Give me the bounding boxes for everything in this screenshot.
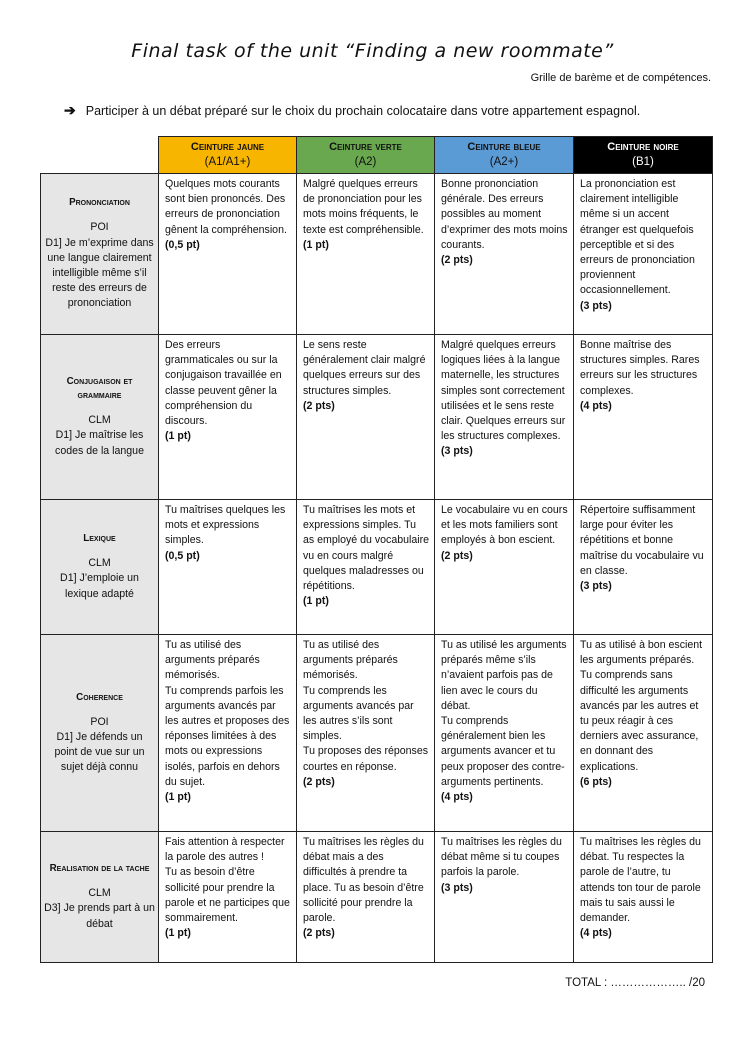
cell-text: Tu as utilisé des arguments préparés mémorisés. Tu comprends parfois les arguments avancés par les autres et proposes des réponses limitées à des mots ou expressions isolés, parfois en dehors du sujet.: [165, 639, 290, 788]
rubric-cell: [574, 635, 713, 832]
column-header-jaune: [159, 137, 297, 174]
cell-points: (0,5 pt): [165, 238, 200, 251]
column-level: (A1/A1+): [204, 156, 251, 168]
criterion-name: Coherence: [76, 691, 123, 703]
cell-text: Tu maîtrises quelques les mots et expressions simples.: [165, 504, 286, 547]
column-name: Ceinture jaune: [190, 141, 265, 153]
cell-points: (4 pts): [580, 399, 612, 412]
rubric-cell: [435, 635, 574, 832]
cell-text: Tu as utilisé des arguments préparés mémorisés. Tu comprends les arguments avancés par les autres s’ils sont simples. Tu proposes des réponses courtes en réponse.: [303, 639, 429, 773]
table-row: [41, 500, 713, 635]
cell-points: (3 pts): [580, 580, 612, 593]
cell-text: Tu as utilisé les arguments préparés même s’ils n’avaient parfois pas de lien avec le cours du débat. Tu comprends généralement bien les arguments avancer et tu peux proposer des contre-arguments pertinents.: [441, 639, 567, 788]
rubric-cell: [435, 335, 574, 500]
cell-text: Tu as utilisé à bon escient les arguments préparés. Tu comprends sans difficulté les arguments avancés par les autres et tu peux réagir à ces derniers avec assurance, en donnant des explications.: [580, 639, 703, 773]
instruction-text: Participer à un débat préparé sur le choix du prochain colocataire dans votre appartement espagnol.: [85, 104, 641, 118]
criterion-domain: POI: [90, 221, 109, 234]
criterion-name: Realisation de la tache: [49, 863, 150, 875]
cell-text: Le sens reste généralement clair malgré quelques erreurs sur des structures simples.: [303, 339, 426, 397]
column-name: Ceinture bleue: [467, 141, 541, 153]
cell-text: Bonne maîtrise des structures simples. Rares erreurs sur les structures complexes.: [580, 339, 700, 397]
cell-points: (2 pts): [303, 775, 335, 788]
criterion-cell: [41, 335, 159, 500]
criterion-descriptor: D3] Je prends part à un débat: [44, 902, 155, 930]
rubric-cell: [297, 832, 435, 963]
rubric-cell: [159, 635, 297, 832]
cell-points: (1 pt): [165, 927, 191, 940]
cell-text: Fais attention à respecter la parole des autres ! Tu as besoin d’être sollicité pour prendre la parole et ne participes que sommairement.: [165, 836, 290, 925]
cell-text: Tu maîtrises les mots et expressions simples. Tu as employé du vocabulaire vu en cours malgré quelques maladresses ou répétitions.: [303, 504, 430, 593]
rubric-cell: [159, 832, 297, 963]
column-level: (B1): [632, 156, 654, 168]
rubric-cell: [297, 335, 435, 500]
table-row: [41, 832, 713, 963]
cell-text: Malgré quelques erreurs de prononciation pour les mots moins fréquents, le texte est compréhensible.: [303, 178, 424, 236]
total-score-line: TOTAL : ……………….. /20: [565, 977, 705, 989]
cell-points: (6 pts): [580, 775, 612, 788]
cell-points: (1 pt): [165, 791, 191, 804]
arrow-right-icon: ➔: [64, 102, 76, 118]
table-row: [41, 335, 713, 500]
criterion-domain: CLM: [88, 557, 111, 570]
criterion-cell: [41, 635, 159, 832]
rubric-cell: [297, 500, 435, 635]
cell-text: Tu maîtrises les règles du débat même si tu coupes parfois la parole.: [441, 836, 562, 879]
instruction: [64, 102, 640, 119]
corner-cell: [41, 137, 159, 174]
cell-points: (1 pt): [165, 430, 191, 443]
criterion-domain: POI: [90, 715, 109, 728]
criterion-domain: CLM: [88, 414, 111, 427]
cell-text: Le vocabulaire vu en cours et les mots familiers sont employés à bon escient.: [441, 504, 568, 547]
rubric-cell: [574, 335, 713, 500]
cell-points: (0,5 pt): [165, 549, 200, 562]
cell-text: Des erreurs grammaticales ou sur la conjugaison travaillée en classe peuvent gêner la compréhension du discours.: [165, 339, 282, 428]
cell-text: Malgré quelques erreurs logiques liées à la langue maternelle, les structures simples sont correctement utilisées et le sens reste clair. Quelques erreurs sur les structures complexes.: [441, 339, 566, 443]
rubric-cell: [435, 500, 574, 635]
column-name: Ceinture noire: [607, 141, 679, 153]
column-header-bleue: [435, 137, 574, 174]
rubric-cell: [159, 335, 297, 500]
criterion-cell: [41, 174, 159, 335]
rubric-cell: [435, 832, 574, 963]
cell-points: (3 pts): [580, 299, 612, 312]
cell-points: (4 pts): [441, 791, 473, 804]
cell-points: (2 pts): [441, 549, 473, 562]
criterion-name: Prononciation: [69, 197, 130, 209]
rubric-cell: [297, 174, 435, 335]
criterion-name: Conjugaison et grammaire: [66, 376, 133, 402]
cell-text: Bonne prononciation générale. Des erreurs possibles au moment d’exprimer des mots moins courants.: [441, 178, 568, 251]
column-level: (A2+): [489, 156, 519, 168]
criterion-descriptor: D1] Je défends un point de vue sur un sujet déjà connu: [54, 730, 145, 774]
criterion-descriptor: D1] Je maîtrise les codes de la langue: [55, 429, 144, 457]
cell-text: Tu maîtrises les règles du débat mais a des difficultés à prendre ta place. Tu as besoin d’être sollicité pour prendre la parole.: [303, 836, 424, 925]
cell-points: (3 pts): [441, 445, 473, 458]
criterion-name: Lexique: [83, 533, 116, 545]
table-row: [41, 635, 713, 832]
criterion-descriptor: D1] Je m’exprime dans une langue clairement intelligible même s’il reste des erreurs de prononciation: [45, 236, 154, 310]
rubric-cell: [574, 832, 713, 963]
page-subtitle: Grille de barème et de compétences.: [530, 72, 711, 84]
cell-points: (3 pts): [441, 881, 473, 894]
rubric-cell: [297, 635, 435, 832]
column-level: (A2): [354, 156, 377, 168]
cell-text: Tu maîtrises les règles du débat. Tu respectes la parole de l’autre, tu attends ton tour de parole mais tu sais aussi le demander.: [580, 836, 701, 925]
grading-rubric-table: [40, 136, 713, 963]
cell-points: (1 pt): [303, 595, 329, 608]
criterion-descriptor: D1] J’emploie un lexique adapté: [60, 572, 139, 600]
rubric-cell: [574, 500, 713, 635]
page-title: Final task of the unit “Finding a new roommate”: [131, 40, 614, 62]
criterion-cell: [41, 500, 159, 635]
column-name: Ceinture verte: [329, 141, 402, 153]
criterion-cell: [41, 832, 159, 963]
cell-text: La prononciation est clairement intelligible même si un accent étranger est quelquefois perceptible et si des erreurs de prononciation proviennent occasionnellement.: [580, 178, 695, 297]
cell-text: Quelques mots courants sont bien prononcés. Des erreurs de prononciation gênent la compréhension.: [165, 178, 287, 236]
rubric-cell: [159, 174, 297, 335]
cell-points: (2 pts): [303, 927, 335, 940]
cell-points: (2 pts): [441, 254, 473, 267]
rubric-cell: [159, 500, 297, 635]
table-row: [41, 174, 713, 335]
rubric-cell: [574, 174, 713, 335]
rubric-cell: [435, 174, 574, 335]
criterion-domain: CLM: [88, 887, 111, 900]
cell-points: (4 pts): [580, 927, 612, 940]
cell-text: Répertoire suffisamment large pour éviter les répétitions et bonne maîtrise du vocabulaire vu en classe.: [580, 504, 704, 577]
cell-points: (2 pts): [303, 399, 335, 412]
column-header-noire: [574, 137, 713, 174]
column-header-verte: [297, 137, 435, 174]
cell-points: (1 pt): [303, 238, 329, 251]
